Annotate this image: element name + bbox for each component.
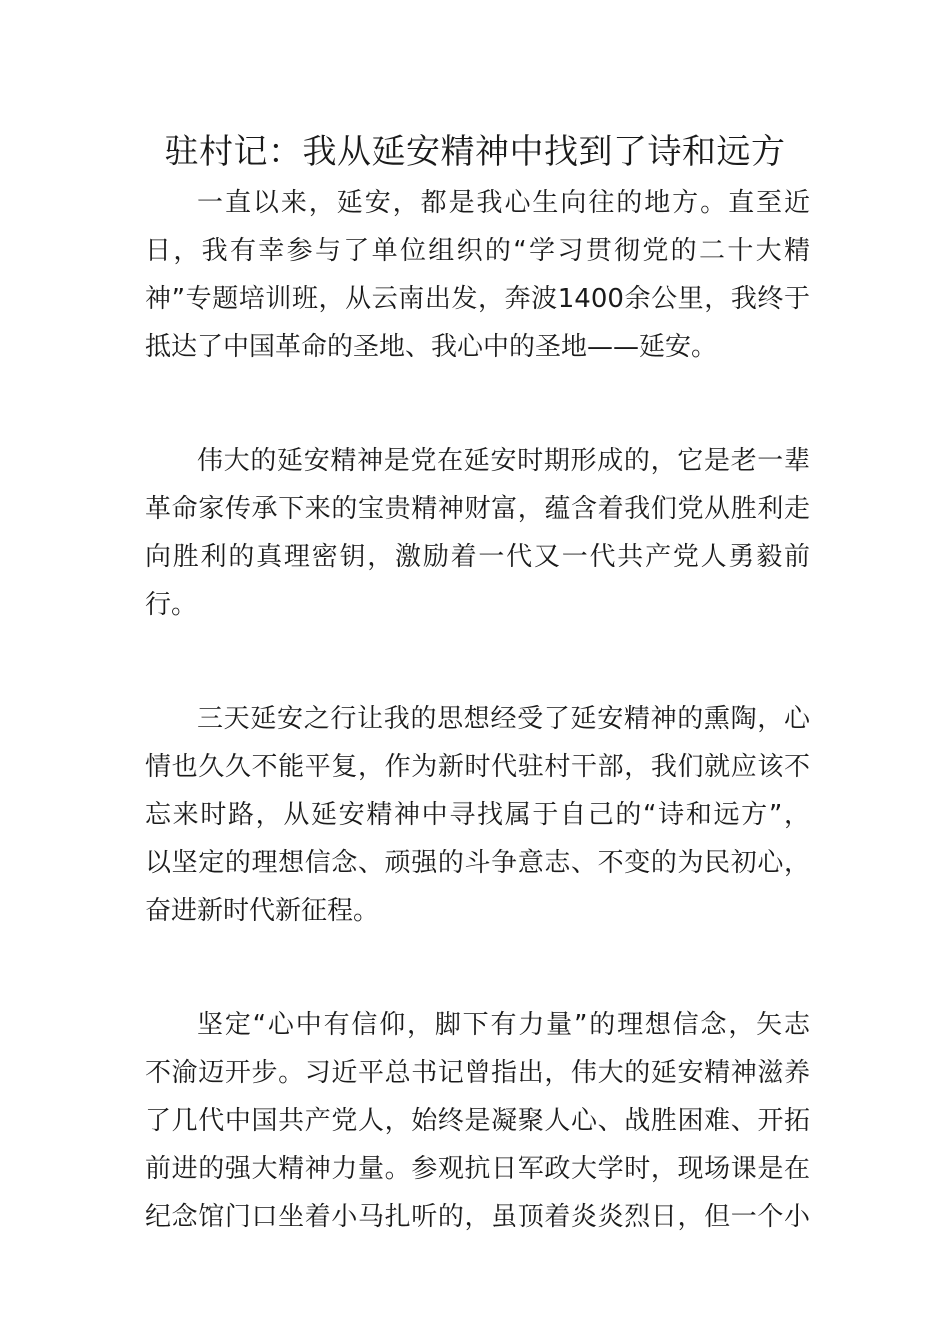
paragraph-3 (145, 695, 810, 935)
paragraph-line: 忘来时路，从延安精神中寻找属于自己的“诗和远方”， (145, 800, 810, 830)
paragraph-line: 抵达了中国革命的圣地、我心中的圣地——延安。 (145, 332, 718, 362)
paragraph-line: 革命家传承下来的宝贵精神财富，蕴含着我们党从胜利走 (145, 494, 810, 524)
paragraph-line: 情也久久不能平复，作为新时代驻村干部，我们就应该不 (145, 752, 810, 782)
paragraph-line: 行。 (145, 590, 198, 620)
paragraph-line: 坚定“心中有信仰，脚下有力量”的理想信念，矢志 (197, 1010, 810, 1040)
paragraph-line: 以坚定的理想信念、顽强的斗争意志、不变的为民初心， (145, 848, 810, 878)
paragraph-line: 纪念馆门口坐着小马扎听的，虽顶着炎炎烈日，但一个小 (145, 1202, 810, 1232)
paragraph-line: 向胜利的真理密钥，激励着一代又一代共产党人勇毅前 (145, 542, 810, 572)
paragraph-gap (145, 371, 810, 437)
paragraph-line: 日，我有幸参与了单位组织的“学习贯彻党的二十大精 (145, 236, 810, 266)
paragraph-line: 前进的强大精神力量。参观抗日军政大学时，现场课是在 (145, 1154, 810, 1184)
document-body (145, 179, 810, 1241)
paragraph-2 (145, 437, 810, 629)
paragraph-line: 伟大的延安精神是党在延安时期形成的，它是老一辈 (197, 446, 810, 476)
paragraph-gap (145, 629, 810, 695)
paragraph-gap (145, 935, 810, 1001)
paragraph-line: 了几代中国共产党人，始终是凝聚人心、战胜困难、开拓 (145, 1106, 810, 1136)
paragraph-4 (145, 1001, 810, 1241)
paragraph-line: 一直以来，延安，都是我心生向往的地方。直至近 (197, 188, 810, 218)
document-title: 驻村记：我从延安精神中找到了诗和远方 (164, 132, 786, 172)
paragraph-1 (145, 179, 810, 371)
paragraph-line: 神”专题培训班，从云南出发，奔波1400余公里，我终于 (145, 284, 810, 314)
paragraph-line: 不渝迈开步。习近平总书记曾指出，伟大的延安精神滋养 (145, 1058, 810, 1088)
paragraph-line: 奋进新时代新征程。 (145, 896, 380, 926)
paragraph-line: 三天延安之行让我的思想经受了延安精神的熏陶，心 (197, 704, 810, 734)
